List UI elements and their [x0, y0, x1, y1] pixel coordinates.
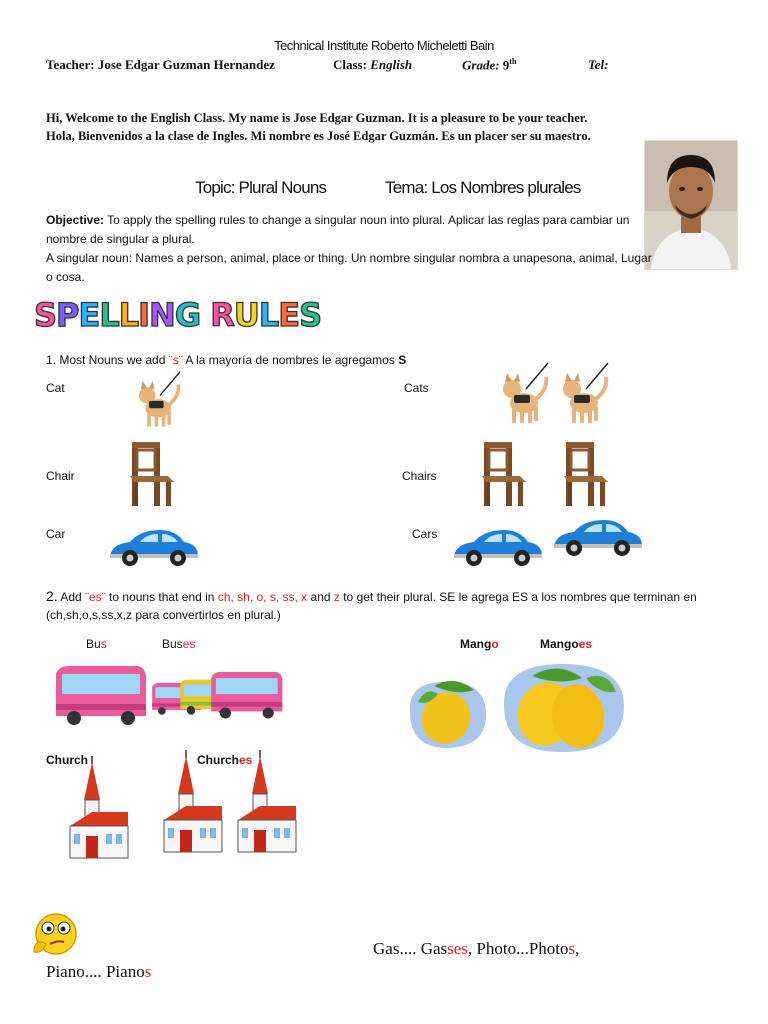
label-cat: Cat — [46, 381, 65, 395]
banner-letter: E — [78, 296, 100, 334]
bus-image — [52, 660, 148, 728]
bus-image — [208, 666, 284, 722]
car-image — [106, 526, 202, 568]
class-field — [333, 57, 412, 73]
label-mango: Mango — [460, 637, 499, 651]
grade-field — [462, 57, 516, 73]
label-cars: Cars — [412, 527, 438, 541]
banner-letter: I — [138, 296, 150, 334]
mango-image — [404, 672, 490, 750]
class-label: Class: — [333, 57, 367, 72]
banner-letter: S — [34, 296, 57, 334]
banner-letter — [200, 296, 210, 334]
topic-spanish: Tema: Los Nombres plurales — [385, 178, 581, 197]
chair-image — [122, 438, 176, 508]
class-value: English — [370, 57, 413, 72]
label-church: Church — [46, 753, 88, 767]
banner-letter: P — [56, 296, 79, 334]
rule-2-text: 2. Add ¨es¨ to nouns that end in ch, sh, o, s, ss, x and z to get their plural. SE le agrega ES a los nombres que terminan en — [46, 588, 697, 604]
teacher-photo — [644, 140, 738, 270]
label-car: Car — [46, 527, 66, 541]
institute-title: Technical Institute Roberto Micheletti Bain — [274, 38, 494, 53]
chair-image — [556, 438, 610, 508]
grade-label: Grade: — [462, 57, 500, 73]
banner-letter: L — [118, 296, 139, 334]
cat-image — [556, 358, 616, 430]
church-image — [234, 750, 300, 854]
tel-label: Tel: — [588, 57, 609, 72]
cat-image — [130, 368, 190, 432]
banner-letter: R — [210, 296, 234, 334]
rule-1-text: 1. Most Nouns we add ¨s¨ A la mayoría de nombres le agregamos S — [46, 353, 407, 367]
church-image — [66, 756, 132, 860]
chair-image — [474, 438, 528, 508]
banner-letter: S — [299, 296, 322, 334]
banner-letter: G — [174, 296, 201, 334]
banner-letter: U — [233, 296, 259, 334]
spelling-rules-banner — [34, 296, 321, 334]
objective-label: Objective: — [46, 213, 105, 227]
welcome-spanish: Hola, Bienvenidos a la clase de Ingles. Mi nombre es José Edgar Guzmán. Es un placer ser su maestro. — [46, 129, 591, 143]
example-gas-photo: Gas.... Gasses, Photo...Photos, — [373, 939, 580, 958]
welcome-english: Hi, Welcome to the English Class. My name is Jose Edgar Guzman. It is a pleasure to be your teacher. — [46, 111, 588, 125]
label-bus: Bus — [86, 637, 107, 651]
banner-letter: L — [99, 296, 119, 334]
objective-text: Objective: To apply the spelling rules to change a singular noun into plural. Aplicar las reglas para cambiar un nombre de singular a plural. — [46, 213, 630, 246]
label-chairs: Chairs — [402, 469, 437, 483]
label-cats: Cats — [404, 381, 429, 395]
label-chair: Chair — [46, 469, 75, 483]
banner-letter: L — [258, 296, 279, 334]
banner-letter: N — [149, 296, 175, 334]
teacher-name: Teacher: Jose Edgar Guzman Hernandez — [46, 57, 275, 72]
thinking-smiley-icon — [28, 908, 82, 958]
label-buses: Buses — [162, 637, 196, 651]
banner-letter: E — [278, 296, 300, 334]
label-churches: Churches — [197, 753, 253, 767]
mangoes-image — [498, 656, 628, 756]
singular-noun-definition: A singular noun: Names a person, animal, place or thing. Un nombre singular nombra a unapesona, animal, Lugar o cosa. — [46, 251, 652, 284]
rule-2-spanish: (ch,sh,o,s,ss,x,z para convertirlos en plural.) — [46, 608, 281, 622]
example-piano: Piano.... Pianos — [46, 962, 152, 981]
car-image — [550, 516, 646, 558]
grade-suffix: th — [509, 57, 517, 66]
church-image — [160, 750, 226, 854]
topic-english: Topic: Plural Nouns — [195, 178, 327, 197]
car-image — [450, 526, 546, 568]
grade-value: 9 — [502, 57, 510, 73]
cat-image — [496, 358, 556, 430]
label-mangoes: Mangoes — [540, 637, 593, 651]
